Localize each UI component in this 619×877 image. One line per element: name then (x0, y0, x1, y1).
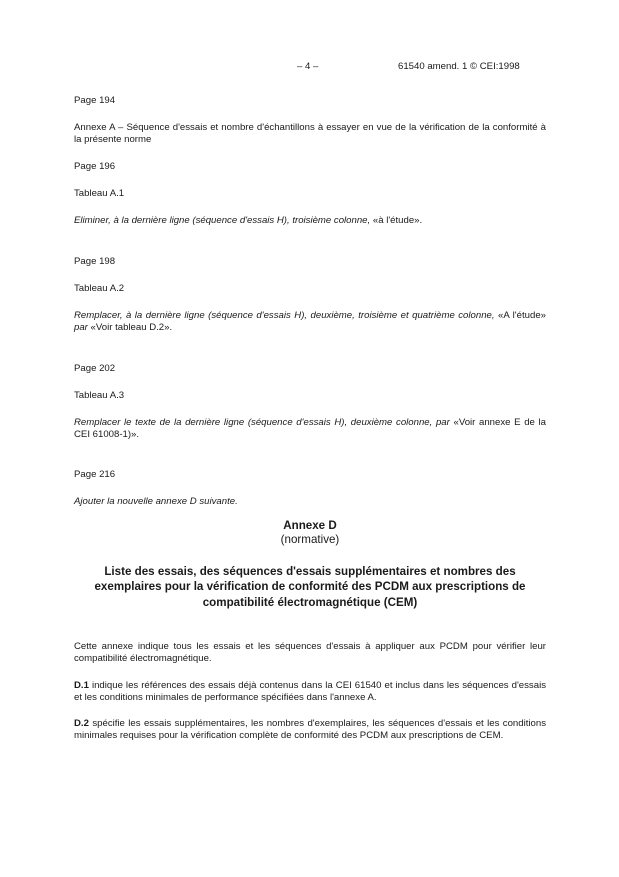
page-ref-202: Page 202 (74, 363, 116, 374)
instruction-a2-quote: «A l'étude» (494, 310, 546, 321)
instruction-a2-replacement: «Voir tableau D.2». (87, 322, 173, 334)
annex-a-title: Annexe A – Séquence d'essais et nombre d'échantillons à essayer en vue de la vérification de la conformité à la présente norme (74, 122, 546, 146)
instruction-a3 (74, 417, 546, 441)
page-number: – 4 – (297, 61, 319, 72)
instruction-a1-quote: «à l'étude». (370, 215, 423, 226)
instruction-a2-par: par (74, 322, 88, 334)
annex-d-normative: (normative) (280, 533, 340, 546)
instruction-a3-replacement: «Voir annexe E de la CEI 61008-1)». (74, 417, 546, 441)
instruction-add-annex: Ajouter la nouvelle annexe D suivante. (74, 496, 238, 507)
clause-d1-label: D.1 (74, 680, 89, 691)
page-ref-198: Page 198 (74, 256, 116, 267)
page-ref-216: Page 216 (74, 469, 116, 480)
clause-d1 (74, 680, 546, 704)
page-ref-194: Page 194 (74, 95, 116, 106)
clause-d1-text: indique les références des essais déjà contenus dans la CEI 61540 et inclus dans les séquences d'essais et les conditions minimales de performance spécifiées dans l'annexe A. (74, 680, 546, 704)
instruction-a1 (74, 215, 546, 227)
instruction-a2-italic: Remplacer, à la dernière ligne (séquence d'essais H), deuxième, troisième et quatrième colonne, (74, 310, 495, 321)
clause-d2-label: D.2 (74, 718, 89, 729)
table-ref-a1: Tableau A.1 (74, 188, 125, 199)
instruction-a3-italic: Remplacer le texte de la dernière ligne (séquence d'essais H), deuxième colonne, par (74, 417, 450, 428)
table-ref-a2: Tableau A.2 (74, 283, 125, 294)
instruction-a1-italic: Eliminer, à la dernière ligne (séquence d'essais H), troisième colonne, (74, 215, 371, 226)
clause-d2-text: spécifie les essais supplémentaires, les nombres d'exemplaires, les séquences d'essais et les conditions minimales requises pour la vérification complète de conformité des PCDM aux prescriptions de CEM. (74, 718, 546, 742)
page-ref-196: Page 196 (74, 161, 116, 172)
annex-d-intro: Cette annexe indique tous les essais et les séquences d'essais à appliquer aux PCDM pour vérifier leur compatibilité électromagnétique. (74, 641, 546, 665)
annex-d-heading: Annexe D (283, 519, 337, 532)
annex-d-title: Liste des essais, des séquences d'essais supplémentaires et nombres des exemplaires pour la vérification de conformité des PCDM aux prescriptions de compatibilité électromagnétique (CEM) (94, 565, 526, 609)
clause-d2 (74, 718, 546, 742)
instruction-a2 (74, 310, 546, 334)
table-ref-a3: Tableau A.3 (74, 390, 125, 401)
document-reference: 61540 amend. 1 © CEI:1998 (398, 61, 520, 72)
